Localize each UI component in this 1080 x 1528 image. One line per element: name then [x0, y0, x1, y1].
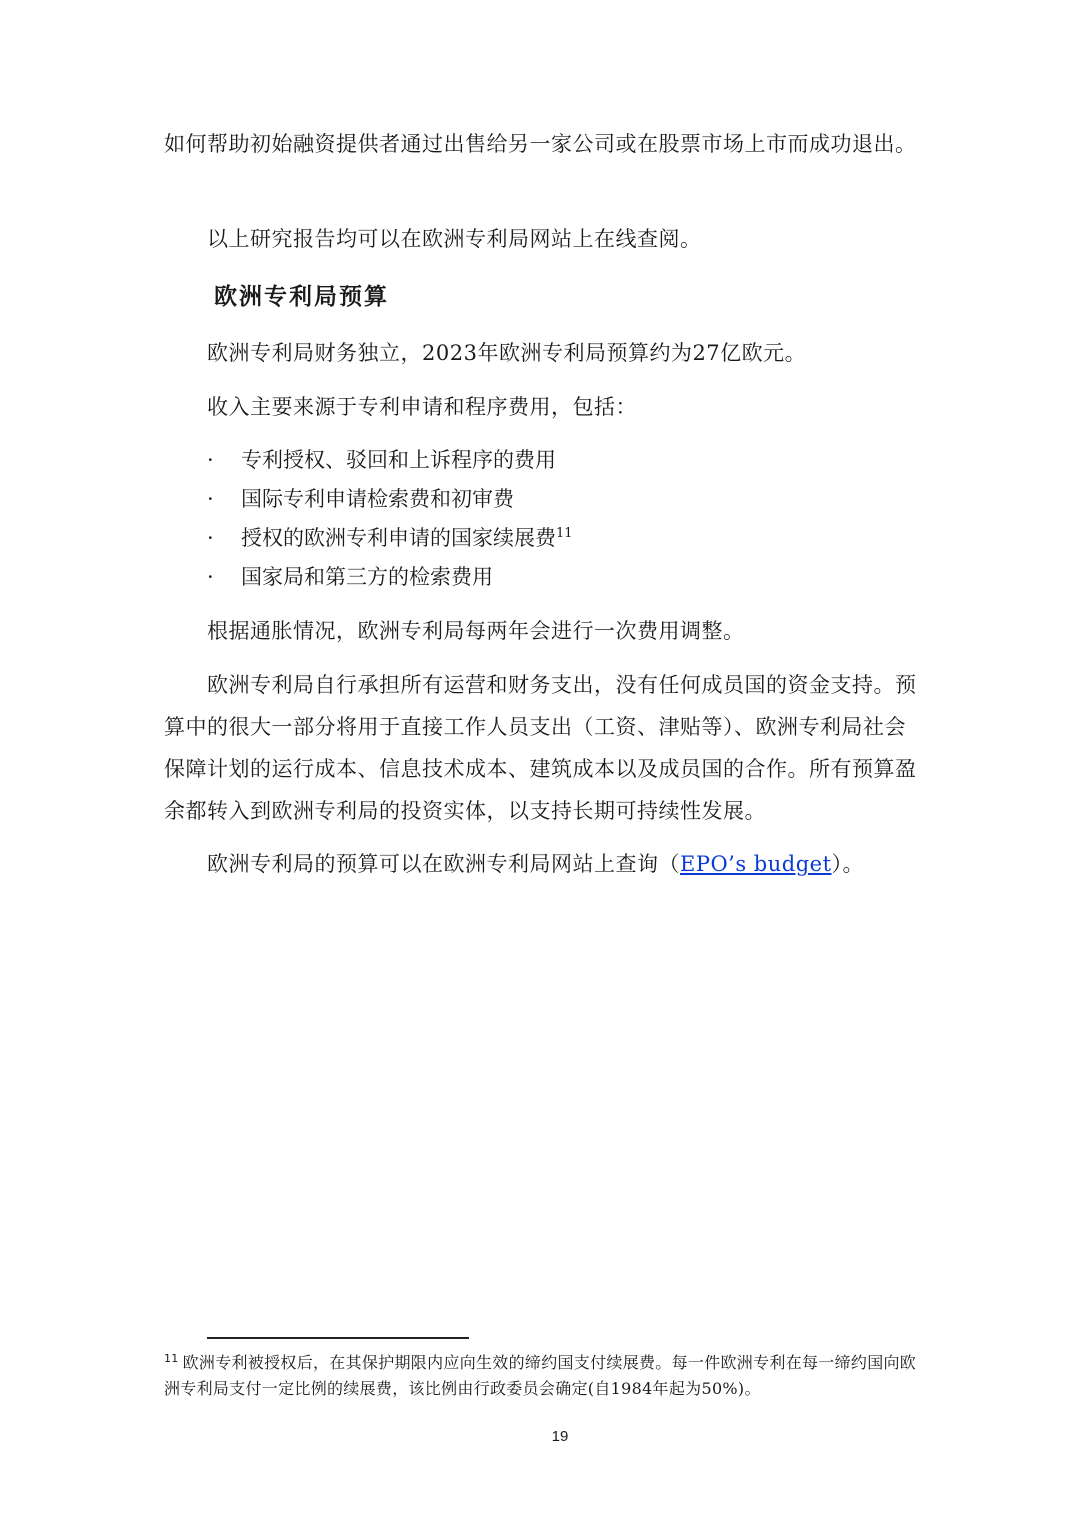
- list-item: [207, 523, 573, 553]
- list-item-text: 国际专利申请检索费和初审费: [241, 487, 514, 511]
- paragraph-text: 欧洲专利局的预算可以在欧洲专利局网站上查询（: [207, 852, 680, 876]
- paragraph-budget-amount: 欧洲专利局财务独立，2023年欧洲专利局预算约为27亿欧元。: [207, 341, 807, 365]
- list-item: [207, 562, 493, 592]
- paragraph-reports-online: 以上研究报告均可以在欧洲专利局网站上在线查阅。: [207, 227, 702, 251]
- bullet-marker: ·: [207, 448, 214, 472]
- list-item-text: 专利授权、驳回和上诉程序的费用: [241, 448, 556, 472]
- bullet-marker: ·: [207, 487, 214, 511]
- list-item-text: 授权的欧洲专利申请的国家续展费: [241, 526, 556, 550]
- footnote-mark: 11: [164, 1351, 179, 1365]
- section-heading-budget: 欧洲专利局预算: [214, 284, 389, 310]
- list-item: [207, 445, 556, 475]
- bullet-marker: ·: [207, 526, 214, 550]
- footnote: [164, 1350, 920, 1402]
- paragraph-income-sources: 收入主要来源于专利申请和程序费用，包括：: [207, 395, 637, 419]
- list-item-text: 国家局和第三方的检索费用: [241, 565, 493, 589]
- footnote-reference[interactable]: 11: [556, 526, 573, 541]
- paragraph-fee-adjustment: 根据通胀情况，欧洲专利局每两年会进行一次费用调整。: [207, 619, 745, 643]
- bullet-marker: ·: [207, 565, 214, 589]
- paragraph-budget-expenditure: 欧洲专利局自行承担所有运营和财务支出，没有任何成员国的资金支持。预算中的很大一部分将用于直接工作人员支出（工资、津贴等）、欧洲专利局社会保障计划的运行成本、信息技术成本、建筑成本以及成员国的合作。所有预算盈余都转入到欧洲专利局的投资实体，以支持长期可持续性发展。: [164, 673, 917, 823]
- paragraph-budget-link: [207, 843, 920, 885]
- page-number: 19: [551, 1428, 569, 1445]
- footnote-text: 欧洲专利被授权后，在其保护期限内应向生效的缔约国支付续展费。每一件欧洲专利在每一缔约国向欧洲专利局支付一定比例的续展费，该比例由行政委员会确定(自1984年起为50%)。: [164, 1353, 917, 1398]
- list-item: [207, 484, 514, 514]
- epo-budget-link[interactable]: EPO’s budget: [680, 852, 832, 876]
- footnote-separator: [207, 1337, 469, 1339]
- paragraph-text: ）。: [831, 852, 865, 876]
- paragraph-exit-financing: 如何帮助初始融资提供者通过出售给另一家公司或在股票市场上市而成功退出。: [164, 132, 917, 156]
